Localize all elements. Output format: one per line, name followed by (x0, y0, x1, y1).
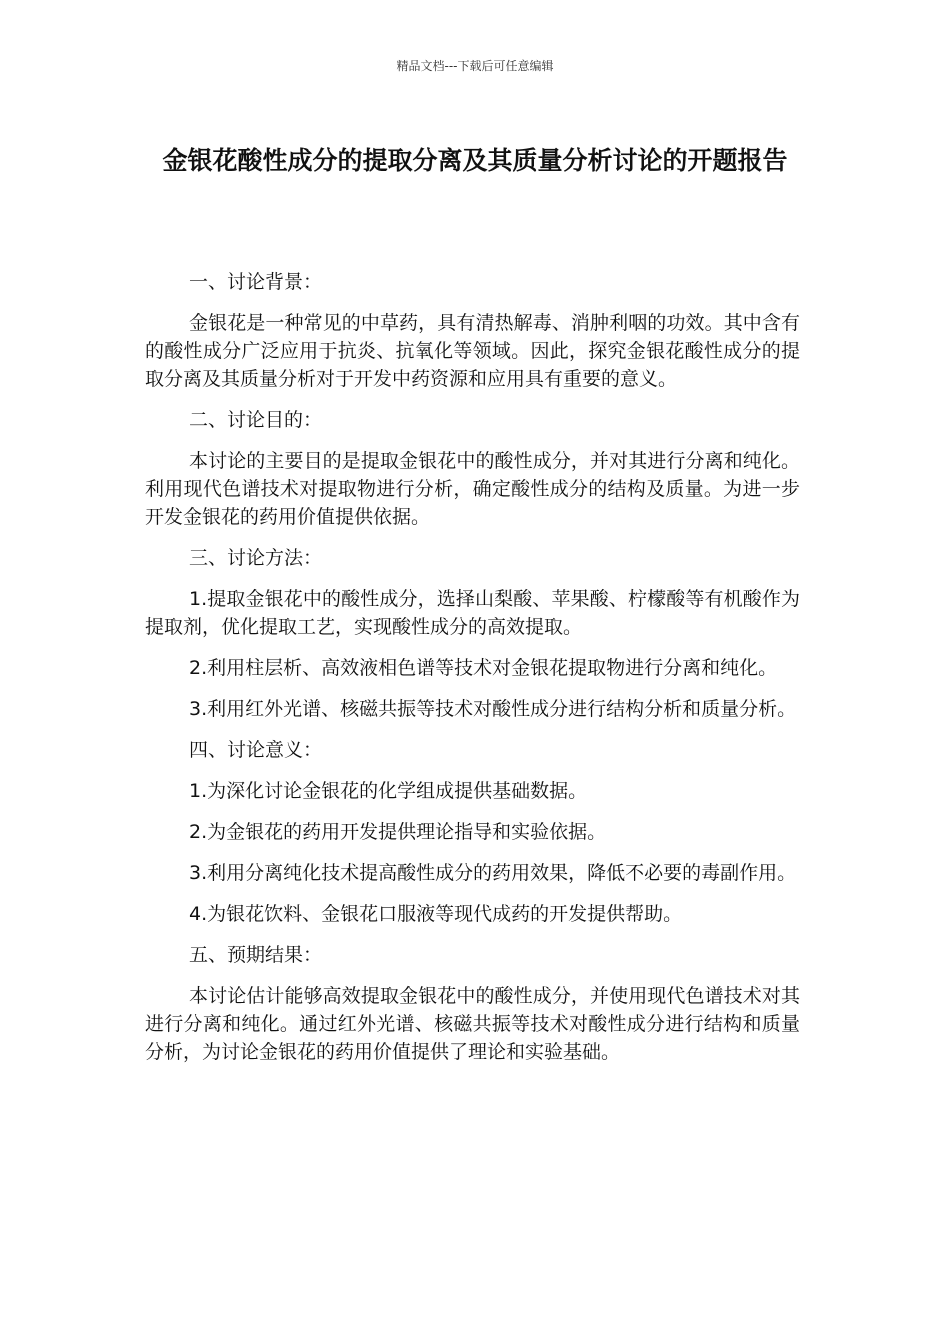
section-heading-purpose: 二、讨论目的： (189, 409, 323, 431)
section-heading-significance: 四、讨论意义： (189, 739, 323, 761)
method-item-3: 3.利用红外光谱、核磁共振等技术对酸性成分进行结构分析和质量分析。 (189, 698, 797, 720)
method-item-1: 1.提取金银花中的酸性成分，选择山梨酸、苹果酸、柠檬酸等有机酸作为提取剂，优化提取工艺，实现酸性成分的高效提取。 (145, 588, 800, 638)
significance-item-2: 2.为金银花的药用开发提供理论指导和实验依据。 (189, 821, 607, 843)
method-item-2: 2.利用柱层析、高效液相色谱等技术对金银花提取物进行分离和纯化。 (189, 657, 778, 679)
significance-item-3: 3.利用分离纯化技术提高酸性成分的药用效果，降低不必要的毒副作用。 (189, 862, 797, 884)
significance-item-4: 4.为银花饮料、金银花口服液等现代成药的开发提供帮助。 (189, 903, 683, 925)
header-note: 精品文档---下载后可任意编辑 (396, 59, 554, 73)
section-heading-background: 一、讨论背景： (189, 271, 323, 293)
section-heading-expected-results: 五、预期结果： (189, 944, 323, 966)
paragraph-expected-results: 本讨论估计能够高效提取金银花中的酸性成分，并使用现代色谱技术对其进行分离和纯化。通过红外光谱、核磁共振等技术对酸性成分进行结构和质量分析，为讨论金银花的药用价值提供了理论和实验基础。 (145, 985, 800, 1063)
paragraph-purpose: 本讨论的主要目的是提取金银花中的酸性成分，并对其进行分离和纯化。利用现代色谱技术对提取物进行分析，确定酸性成分的结构及质量。为进一步开发金银花的药用价值提供依据。 (145, 450, 800, 528)
significance-item-1: 1.为深化讨论金银花的化学组成提供基础数据。 (189, 780, 588, 802)
document-title: 金银花酸性成分的提取分离及其质量分析讨论的开题报告 (162, 146, 788, 175)
paragraph-background: 金银花是一种常见的中草药，具有清热解毒、消肿利咽的功效。其中含有的酸性成分广泛应用于抗炎、抗氧化等领域。因此，探究金银花酸性成分的提取分离及其质量分析对于开发中药资源和应用具有重要的意义。 (145, 312, 800, 390)
document-body (145, 268, 800, 1079)
section-heading-methods: 三、讨论方法： (189, 547, 323, 569)
